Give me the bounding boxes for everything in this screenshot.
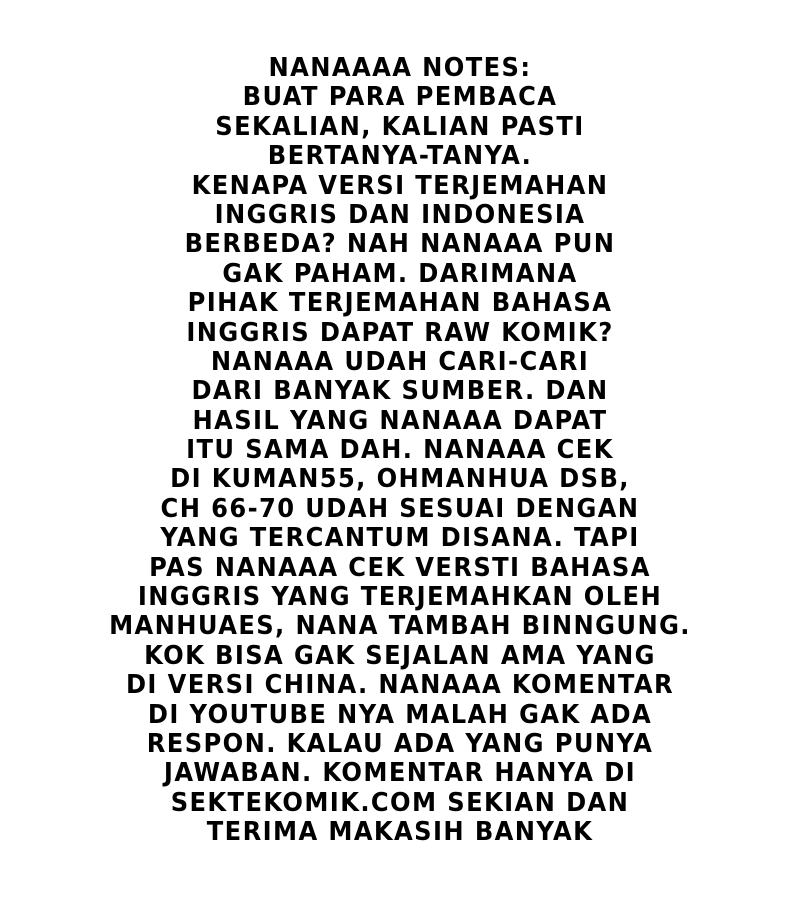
note-line: DARI BANYAK SUMBER. DAN (191, 376, 609, 407)
note-line: PAS NANAAA CEK VERSTI BAHASA (149, 552, 651, 583)
note-line: MANHUAES, NANA TAMBAH BINNGUNG. (109, 611, 691, 642)
note-line: RESPON. KALAU ADA YANG PUNYA (146, 728, 654, 759)
note-heading: NANAAAA NOTES: (268, 53, 532, 83)
note-line: DI KUMAN55, OHMANHUA DSB, (170, 464, 630, 495)
note-line: PIHAK TERJEMAHAN BAHASA (187, 288, 613, 319)
note-line: SEKALIAN, KALIAN PASTI (215, 111, 585, 142)
note-line: BERTANYA-TANYA. (267, 141, 533, 172)
note-line: INGGRIS DAPAT RAW KOMIK? (186, 317, 614, 348)
note-line: SEKTEKOMIK.COM SEKIAN DAN (170, 787, 630, 818)
note-line: KENAPA VERSI TERJEMAHAN (191, 170, 609, 201)
translator-note (0, 54, 800, 848)
note-line: ITU SAMA DAH. NANAAA CEK (186, 435, 614, 466)
note-line: BUAT PARA PEMBACA (242, 82, 558, 113)
note-line: DI VERSI CHINA. NANAAA KOMENTAR (125, 670, 675, 701)
note-line: INGGRIS YANG TERJEMAHKAN OLEH (137, 582, 663, 613)
note-line: HASIL YANG NANAAA DAPAT (192, 405, 608, 436)
note-line: TERIMA MAKASIH BANYAK (206, 817, 594, 848)
note-line: INGGRIS DAN INDONESIA (214, 199, 586, 230)
note-line: CH 66-70 UDAH SESUAI DENGAN (160, 493, 640, 524)
note-line: BERBEDA? NAH NANAAA PUN (184, 229, 616, 260)
note-line: KOK BISA GAK SEJALAN AMA YANG (144, 640, 656, 671)
note-line: YANG TERCANTUM DISANA. TAPI (160, 523, 640, 554)
note-line: NANAAA UDAH CARI-CARI (210, 346, 590, 377)
note-line: GAK PAHAM. DARIMANA (222, 258, 578, 289)
note-line: JAWABAN. KOMENTAR HANYA DI (163, 758, 637, 789)
note-line: DI YOUTUBE NYA MALAH GAK ADA (147, 699, 653, 730)
